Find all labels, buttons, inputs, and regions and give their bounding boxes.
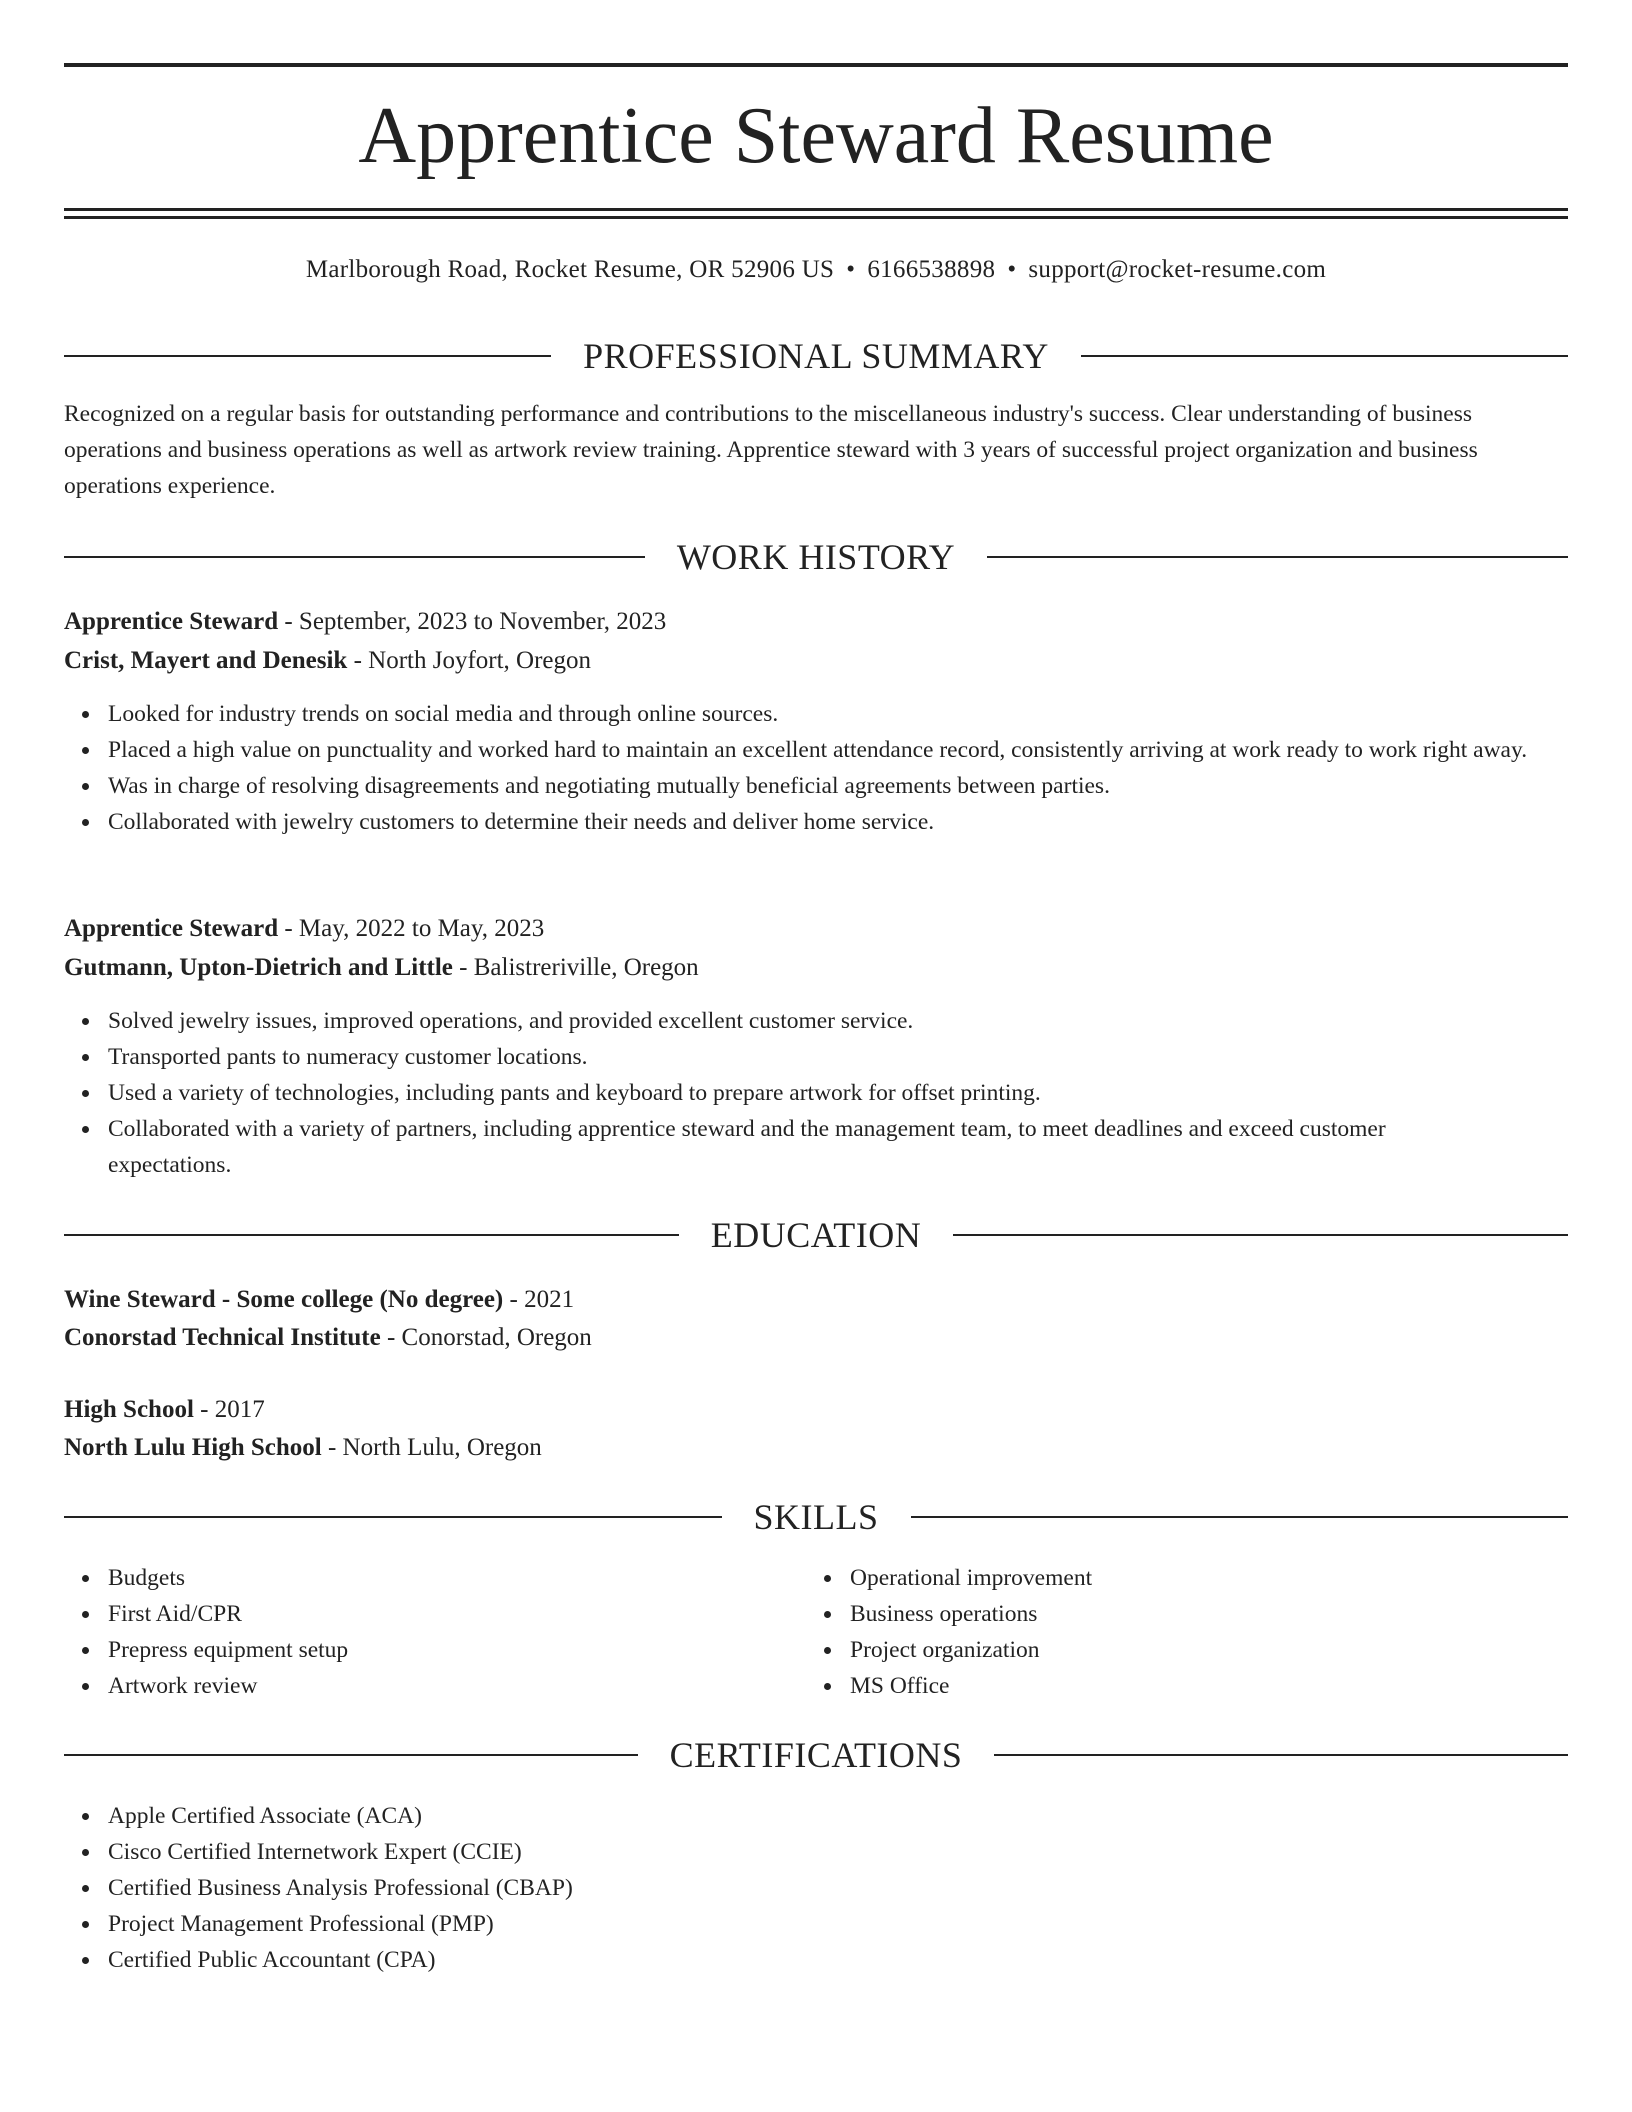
- job-company: Gutmann, Upton-Dietrich and Little: [64, 954, 453, 981]
- section-heading-skills: [64, 1495, 1568, 1539]
- contact-phone: 6166538898: [867, 256, 996, 283]
- section-heading-label: CERTIFICATIONS: [669, 1735, 963, 1775]
- title-rule-lower: [64, 216, 1568, 219]
- certification-item: Cisco Certified Internetwork Expert (CCIE): [108, 1834, 1108, 1870]
- skill-item: Budgets: [108, 1560, 748, 1596]
- section-heading-education: [64, 1213, 1568, 1257]
- skill-item: Operational improvement: [850, 1560, 1550, 1596]
- certification-item: Certified Business Analysis Professional (CBAP): [108, 1870, 1108, 1906]
- contact-line: [64, 252, 1568, 288]
- education-degree: High School: [64, 1396, 194, 1423]
- summary-text: Recognized on a regular basis for outstanding performance and contributions to the miscellaneous industry's success. Clear understanding of business operations and business operations as well as artwork review training. Apprentice steward with 3 years of successful project organization and business operations experience.: [64, 401, 1478, 499]
- contact-email: support@rocket-resume.com: [1028, 256, 1327, 283]
- job-title-line: [64, 603, 1568, 641]
- education-school-line: [64, 1429, 1568, 1467]
- skills-list-right: [806, 1560, 1550, 1704]
- job-dates: - September, 2023 to November, 2023: [278, 608, 667, 635]
- job-duty-item: Collaborated with jewelry customers to determine their needs and deliver home service.: [108, 804, 1568, 840]
- job-location: - North Joyfort, Oregon: [347, 647, 592, 674]
- contact-separator: •: [1007, 256, 1017, 283]
- education-year: - 2021: [503, 1286, 575, 1313]
- heading-rule: [1081, 355, 1568, 357]
- education-location: - Conorstad, Oregon: [380, 1324, 592, 1351]
- section-heading-label: WORK HISTORY: [676, 537, 956, 577]
- job-duty-item: Solved jewelry issues, improved operations, and provided excellent customer service.: [108, 1003, 1508, 1039]
- skill-item: Prepress equipment setup: [108, 1632, 748, 1668]
- certification-item: Apple Certified Associate (ACA): [108, 1798, 1108, 1834]
- heading-rule: [64, 1234, 679, 1236]
- certification-item: Certified Public Accountant (CPA): [108, 1942, 1108, 1978]
- job-company-line: [64, 949, 1568, 987]
- job-location: - Balistreriville, Oregon: [452, 954, 699, 981]
- job-title: Apprentice Steward: [64, 608, 279, 635]
- heading-rule: [64, 556, 645, 558]
- skill-item: MS Office: [850, 1668, 1550, 1704]
- education-school-line: [64, 1319, 1568, 1357]
- job-title-line: [64, 910, 1568, 948]
- title-rule-upper: [64, 208, 1568, 211]
- education-location: - North Lulu, Oregon: [321, 1434, 542, 1461]
- job-duties-list: [64, 696, 1568, 840]
- heading-rule: [953, 1234, 1568, 1236]
- section-heading-label: PROFESSIONAL SUMMARY: [583, 336, 1049, 376]
- section-heading-label: EDUCATION: [710, 1215, 922, 1255]
- job-duty-item: Used a variety of technologies, including pants and keyboard to prepare artwork for offset printing.: [108, 1075, 1508, 1111]
- section-heading-label: SKILLS: [753, 1497, 879, 1537]
- heading-rule: [994, 1754, 1568, 1756]
- job-duty-item: Was in charge of resolving disagreements and negotiating mutually beneficial agreements between parties.: [108, 768, 1568, 804]
- skill-item: Artwork review: [108, 1668, 748, 1704]
- job-duty-item: Collaborated with a variety of partners, including apprentice steward and the management team, to meet deadlines and exceed customer expectations.: [108, 1111, 1508, 1183]
- section-heading-summary: [64, 334, 1568, 378]
- section-heading-work-history: [64, 535, 1568, 579]
- job-duty-item: Looked for industry trends on social media and through online sources.: [108, 696, 1568, 732]
- heading-rule: [64, 1516, 722, 1518]
- heading-rule: [64, 355, 551, 357]
- job-company: Crist, Mayert and Denesik: [64, 647, 348, 674]
- education-degree: Wine Steward - Some college (No degree): [64, 1286, 504, 1313]
- resume-title: Apprentice Steward Resume: [358, 92, 1274, 180]
- job-duty-item: Transported pants to numeracy customer locations.: [108, 1039, 1508, 1075]
- education-school: North Lulu High School: [64, 1434, 322, 1461]
- education-degree-line: [64, 1391, 1568, 1429]
- skill-item: Project organization: [850, 1632, 1550, 1668]
- skill-item: First Aid/CPR: [108, 1596, 748, 1632]
- section-heading-certifications: [64, 1733, 1568, 1777]
- job-dates: - May, 2022 to May, 2023: [278, 915, 545, 942]
- skill-item: Business operations: [850, 1596, 1550, 1632]
- job-duties-list: [64, 1003, 1508, 1183]
- education-degree-line: [64, 1281, 1568, 1319]
- heading-rule: [64, 1754, 638, 1756]
- education-year: - 2017: [193, 1396, 265, 1423]
- contact-address: Marlborough Road, Rocket Resume, OR 52906 US: [305, 256, 835, 283]
- education-school: Conorstad Technical Institute: [64, 1324, 381, 1351]
- job-title: Apprentice Steward: [64, 915, 279, 942]
- job-company-line: [64, 642, 1568, 680]
- heading-rule: [987, 556, 1568, 558]
- top-rule: [64, 63, 1568, 67]
- job-duty-item: Placed a high value on punctuality and worked hard to maintain an excellent attendance record, consistently arriving at work ready to work right away.: [108, 732, 1568, 768]
- certifications-list: [64, 1798, 1108, 1978]
- certification-item: Project Management Professional (PMP): [108, 1906, 1108, 1942]
- contact-separator: •: [846, 256, 856, 283]
- skills-list-left: [64, 1560, 748, 1704]
- heading-rule: [911, 1516, 1569, 1518]
